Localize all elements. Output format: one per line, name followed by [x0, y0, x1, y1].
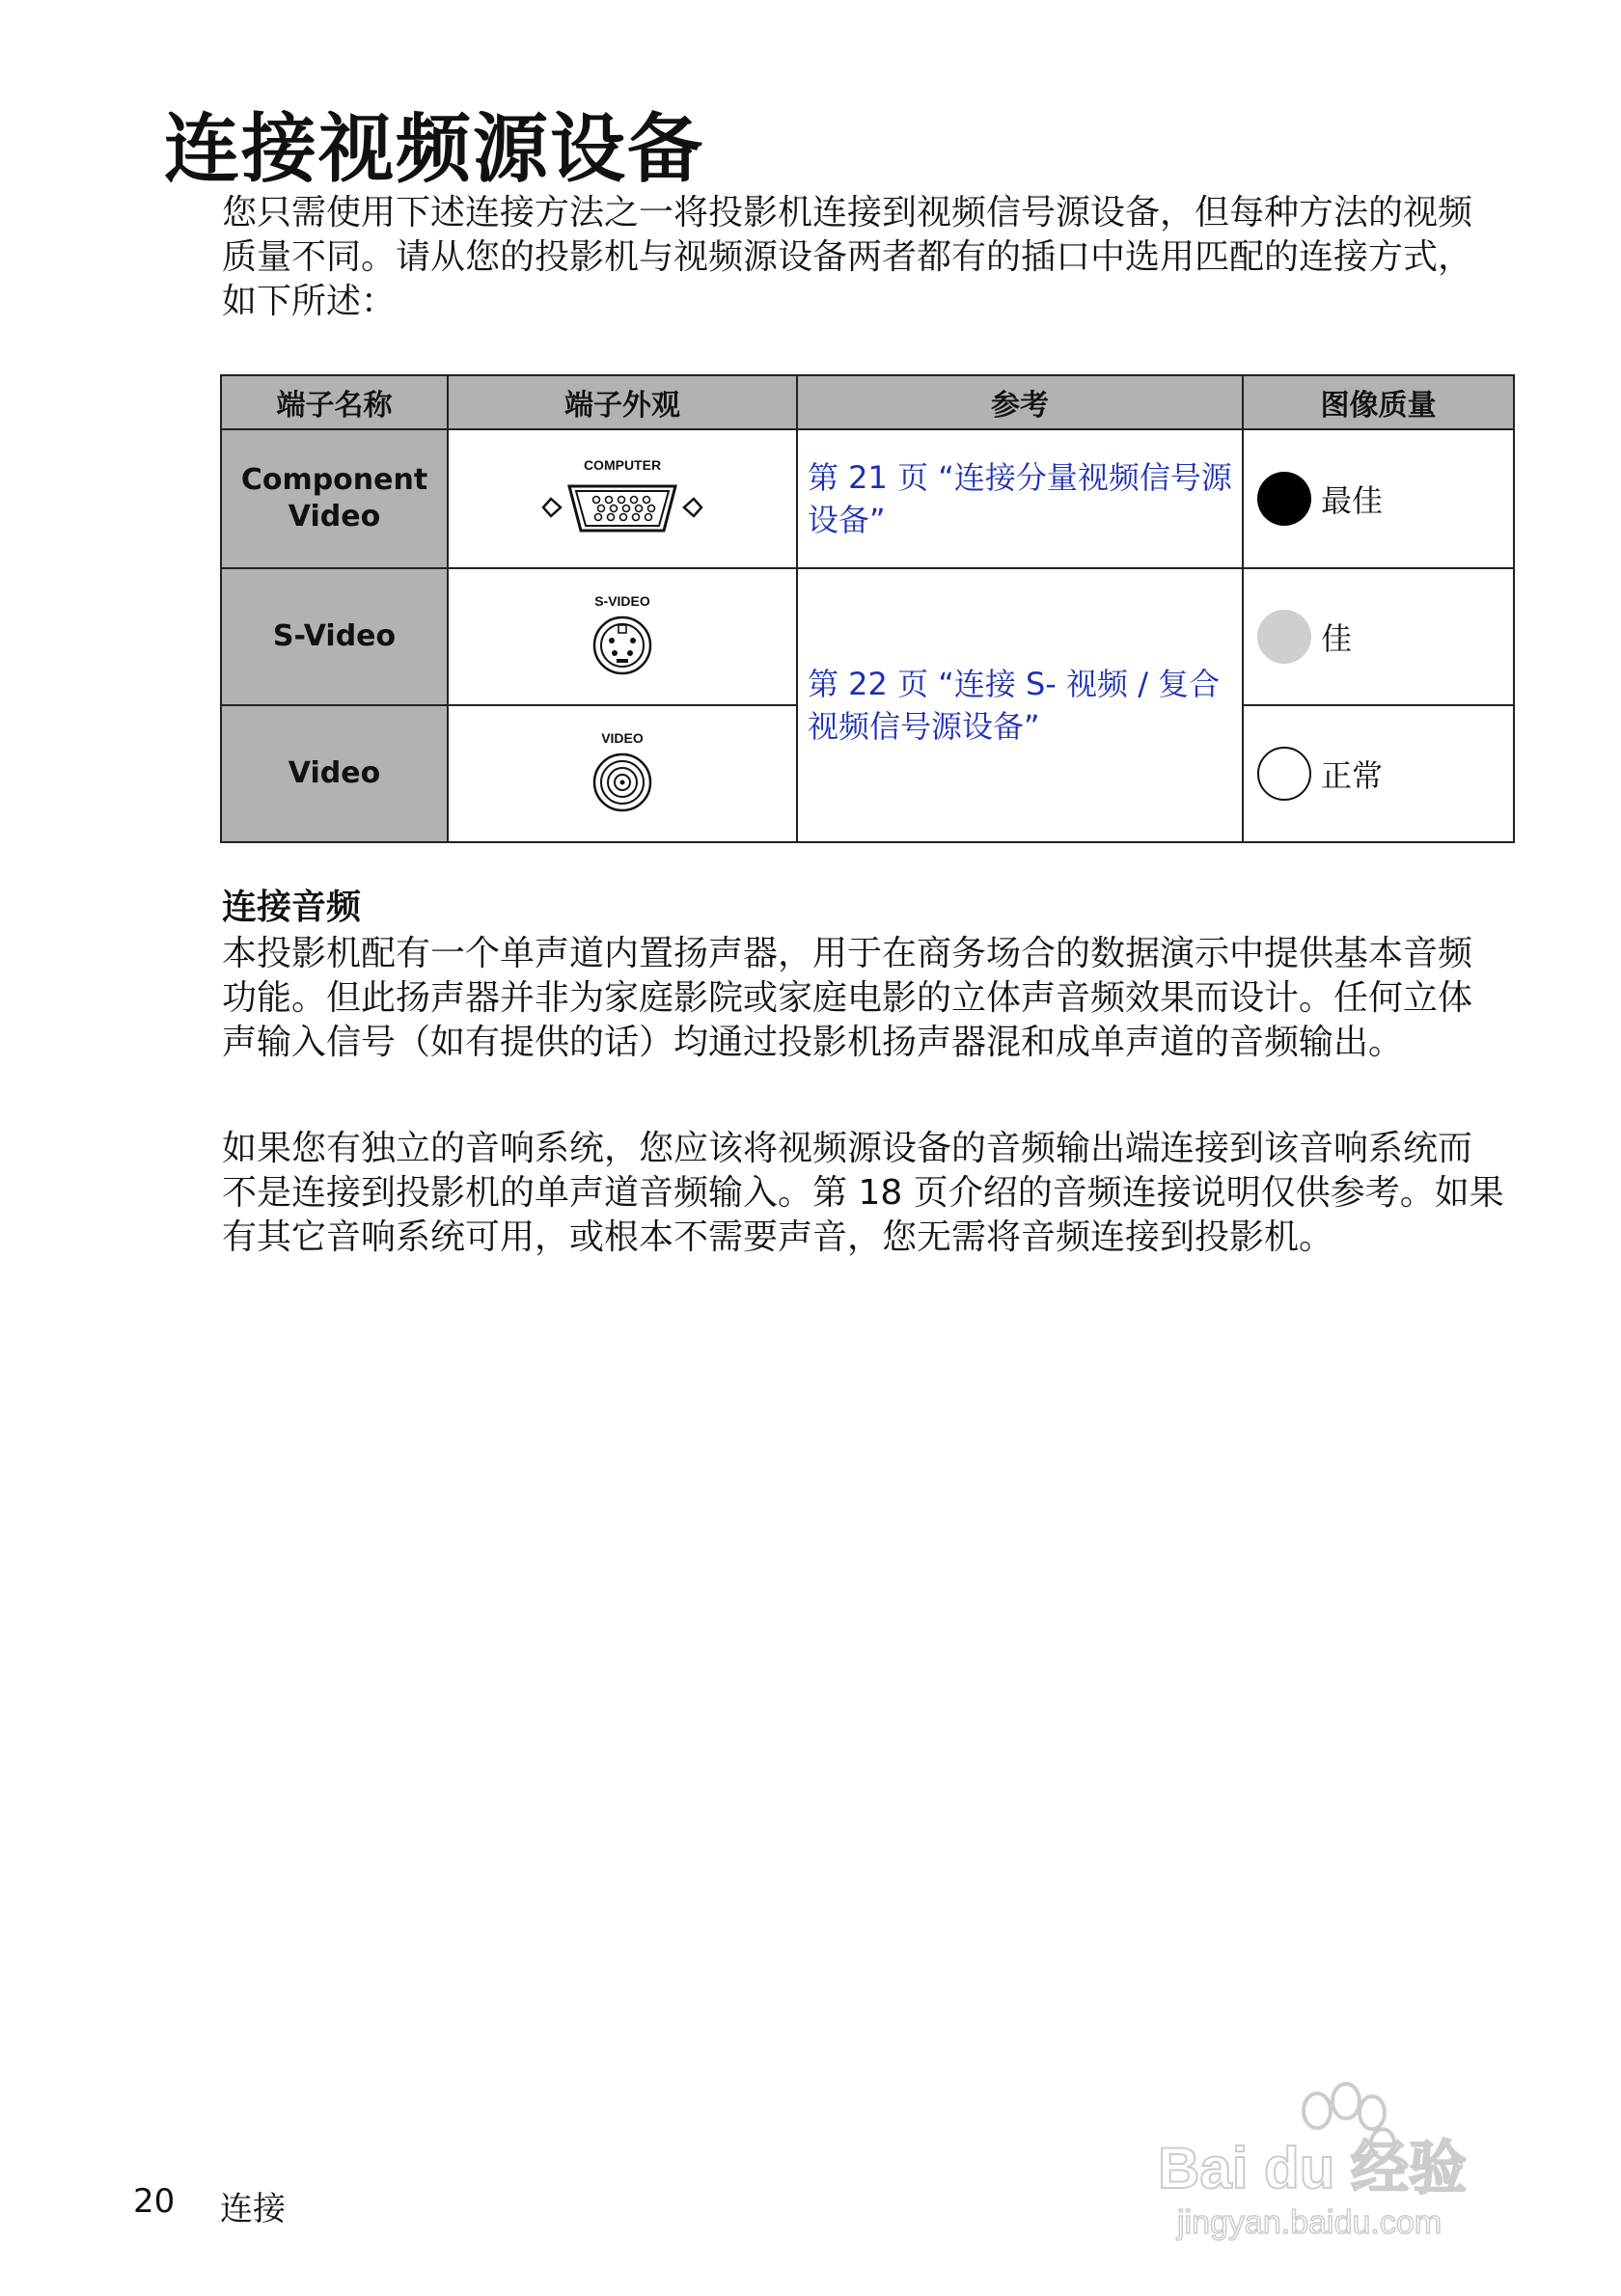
- reference-link-component[interactable]: 第 21 页 “连接分量视频信号源设备”: [797, 429, 1243, 568]
- quality-best-dot-icon: [1257, 472, 1311, 526]
- col-header-name: 端子名称: [221, 375, 448, 429]
- table-header-row: [221, 375, 1514, 429]
- quality-label: 最佳: [1321, 482, 1384, 519]
- quality-good-dot-icon: [1257, 610, 1311, 664]
- watermark-url: jingyan.baidu.com: [1177, 2204, 1442, 2241]
- svideo-port-icon: [591, 615, 653, 676]
- audio-paragraph-2: 如果您有独立的音响系统，您应该将视频源设备的音频输出端连接到该音响系统而不是连接到投影机的单声道音频输入。第 18 页介绍的音频连接说明仅供参考。如果有其它音响系统可用，或根本不需要声音，您无需将音频连接到投影机。: [222, 1129, 1504, 1257]
- quality-label: 佳: [1321, 620, 1353, 657]
- col-header-reference: 参考: [797, 375, 1243, 429]
- port-table: [220, 374, 1515, 843]
- watermark-brand: Bai du 经验: [1158, 2136, 1468, 2200]
- port-label: VIDEO: [601, 730, 644, 746]
- quality-good: [1243, 568, 1514, 705]
- col-header-appearance: 端子外观: [448, 375, 797, 429]
- rca-port-icon: [591, 752, 653, 813]
- intro-paragraph: 您只需使用下述连接方法之一将投影机连接到视频信号源设备，但每种方法的视频质量不同。请从您的投影机与视频源设备两者都有的插口中选用匹配的连接方式，如下所述：: [222, 193, 1473, 321]
- col-header-quality: 图像质量: [1243, 375, 1514, 429]
- port-label: S-VIDEO: [594, 593, 650, 609]
- footer-section-name: 连接: [220, 2190, 286, 2228]
- baidu-jingyan-watermark: [1148, 2074, 1534, 2248]
- port-name-svideo: S-Video: [221, 568, 448, 705]
- audio-section-heading: 连接音频: [222, 888, 362, 927]
- port-name-component: Component Video: [221, 429, 448, 568]
- table-row: [221, 568, 1514, 705]
- table-row: [221, 429, 1514, 568]
- port-label: COMPUTER: [583, 457, 662, 473]
- vga-port-icon: [540, 478, 704, 536]
- quality-best: [1243, 429, 1514, 568]
- quality-normal: [1243, 705, 1514, 842]
- port-appearance-svideo: [448, 568, 797, 705]
- port-name-video: Video: [221, 705, 448, 842]
- page-number: 20: [133, 2182, 176, 2221]
- port-appearance-video: [448, 705, 797, 842]
- reference-link-svideo-composite[interactable]: 第 22 页 “连接 S- 视频 / 复合视频信号源设备”: [797, 568, 1243, 842]
- audio-paragraph-1: 本投影机配有一个单声道内置扬声器，用于在商务场合的数据演示中提供基本音频功能。但此扬声器并非为家庭影院或家庭电影的立体声音频效果而设计。任何立体声输入信号（如有提供的话）均通过投影机扬声器混和成单声道的音频输出。: [222, 934, 1473, 1062]
- page-title: 连接视频源设备: [164, 106, 705, 193]
- quality-label: 正常: [1321, 757, 1384, 794]
- quality-normal-dot-icon: [1257, 747, 1311, 801]
- port-appearance-computer: [448, 429, 797, 568]
